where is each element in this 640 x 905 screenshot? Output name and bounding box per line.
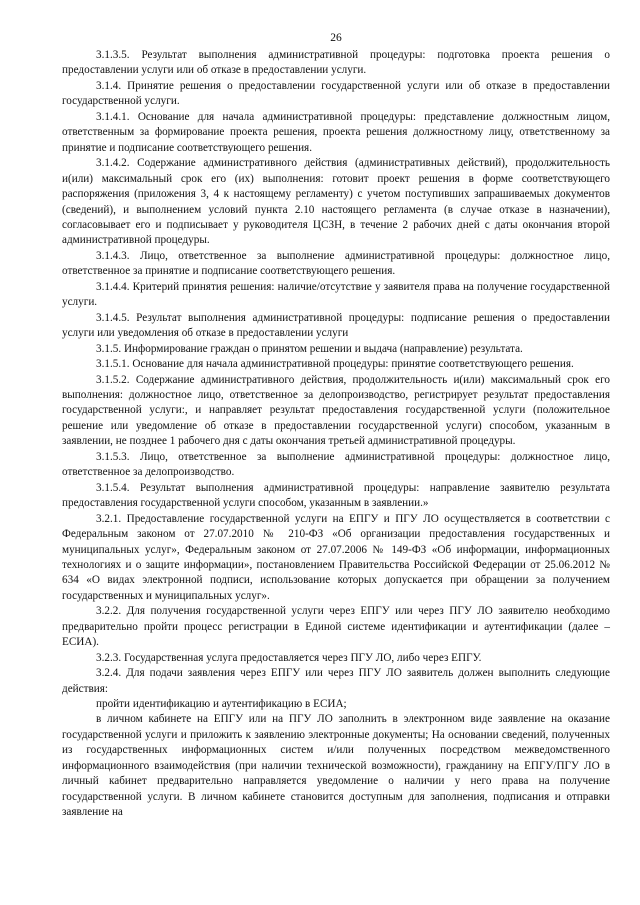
paragraph-3-1-4-5: 3.1.4.5. Результат выполнения административной процедуры: подписание решения о предоставлении услуги или уведомления об отказе в предоставлении услуги	[62, 311, 610, 340]
paragraph-3-1-4-1: 3.1.4.1. Основание для начала административной процедуры: представление должностным лицом, ответственным за формирование проекта решения, проекта решения должностному лицу, ответственному за принятие и подписание соответствующего решения.	[62, 110, 610, 154]
paragraph-3-1-4-2: 3.1.4.2. Содержание административного действия (административных действий), продолжительность и(или) максимальный срок его (их) выполнения: готовит проект решения в форме соответствующего распоряжения (приложения 3, 4 к настоящему регламенту) с учетом поступивших запрашиваемых документов (сведений), и выполнением условий пункта 2.10 настоящего регламента (в случае отказе в назначении), согласовывает его и подписывает у руководителя ЦСЗН, в течение 2 рабочих дней с даты окончания второй административной процедуры.	[62, 157, 610, 247]
paragraph-3-1-4: 3.1.4. Принятие решения о предоставлении государственной услуги или об отказе в предоставлении государственной услуги.	[62, 79, 610, 108]
paragraph-3-1-5-4: 3.1.5.4. Результат выполнения административной процедуры: направление заявителю результата предоставления государственной услуги способом, указанным в заявлении.»	[62, 481, 610, 510]
paragraph-3-1-5-2: 3.1.5.2. Содержание административного действия, продолжительность и(или) максимальный срок его выполнения: должностное лицо, ответственное за делопроизводство, регистрирует результат предоставления государственной услуги:, и направляет результат предоставления государственной услуги (положительное решение или уведомление об отказе в предоставлении государственной услуги) способом, указанным в заявлении, не позднее 1 рабочего дня с даты окончания третьей административной процедуры.	[62, 373, 610, 448]
paragraph-3-1-3-5: 3.1.3.5. Результат выполнения административной процедуры: подготовка проекта решения о предоставлении услуги или об отказе в предоставлении услуги.	[62, 49, 610, 77]
list-item-esia: пройти идентификацию и аутентификацию в ЕСИА;	[96, 698, 347, 711]
paragraph-3-1-5-1: 3.1.5.1. Основание для начала административной процедуры: принятие соответствующего решения.	[96, 358, 574, 371]
paragraph-3-1-4-4: 3.1.4.4. Критерий принятия решения: наличие/отсутствие у заявителя права на получение государственной услуги.	[62, 280, 610, 309]
page-number: 26	[330, 32, 342, 44]
document-body	[62, 48, 610, 821]
paragraph-3-1-4-3: 3.1.4.3. Лицо, ответственное за выполнение административной процедуры: должностное лицо, ответственное за принятие и подписание соответствующего решения.	[62, 249, 610, 278]
paragraph-3-1-5: 3.1.5. Информирование граждан о принятом решении и выдача (направление) результата.	[96, 342, 523, 355]
paragraph-3-1-5-3: 3.1.5.3. Лицо, ответственное за выполнение административной процедуры: должностное лицо, ответственное за делопроизводство.	[62, 450, 610, 479]
list-item-personal-cabinet: в личном кабинете на ЕПГУ или на ПГУ ЛО заполнить в электронном виде заявление на оказание государственной услуги и приложить к заявлению электронные документы; На основании сведений, полученных из государственных информационных систем и/или полученных посредством межведомственного информационного взаимодействия (при наличии технической возможности), гражданину на ЕПГУ/ПГУ ЛО в личный кабинет предварительно направляется уведомление о наличии у него права на получение государственной услуги. В личном кабинете становится доступным для заполнения, подписания и отправки заявление на	[62, 713, 610, 819]
paragraph-3-2-1: 3.2.1. Предоставление государственной услуги на ЕПГУ и ПГУ ЛО осуществляется в соответствии с Федеральным законом от 27.07.2010 № 210-ФЗ «Об организации предоставления государственных и муниципальных услуг», Федеральным законом от 27.07.2006 № 149-ФЗ «Об информации, информационных технологиях и о защите информации», постановлением Правительства Российской Федерации от 25.06.2012 № 634 «О видах электронной подписи, использование которых допускается при обращении за получением государственных и муниципальных услуг».	[62, 512, 610, 602]
paragraph-3-2-2: 3.2.2. Для получения государственной услуги через ЕПГУ или через ПГУ ЛО заявителю необходимо предварительно пройти процесс регистрации в Единой системе идентификации и аутентификации (далее – ЕСИА).	[62, 605, 610, 649]
paragraph-3-2-4: 3.2.4. Для подачи заявления через ЕПГУ или через ПГУ ЛО заявитель должен выполнить следующие действия:	[62, 667, 610, 695]
paragraph-3-2-3: 3.2.3. Государственная услуга предоставляется через ПГУ ЛО, либо через ЕПГУ.	[96, 651, 482, 664]
